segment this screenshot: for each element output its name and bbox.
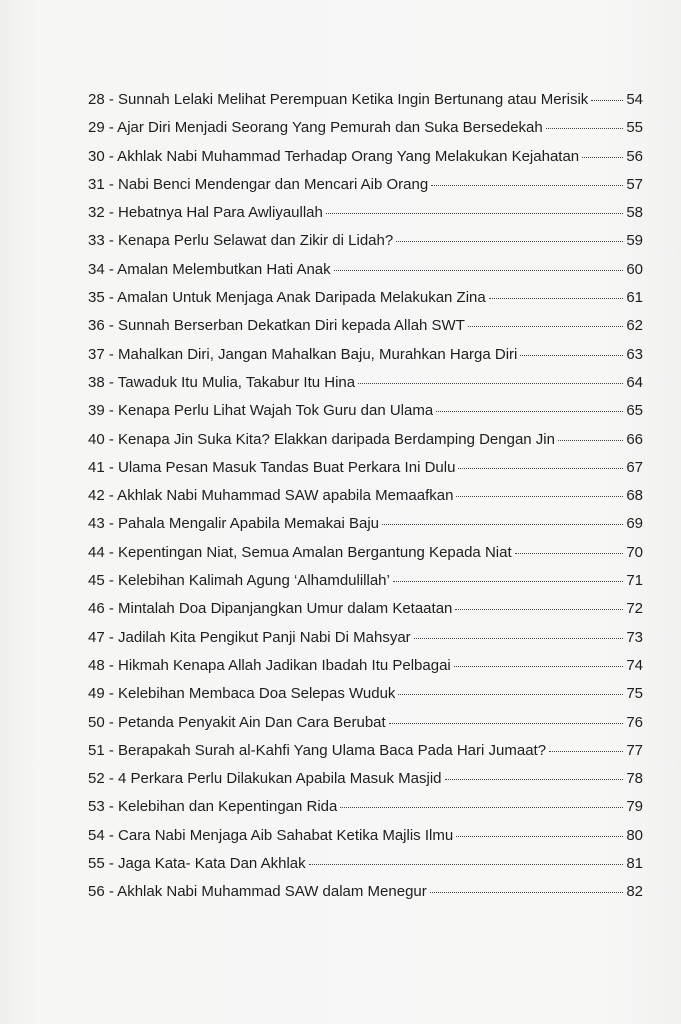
- toc-dot-leader: [431, 184, 623, 186]
- toc-dot-leader: [445, 778, 623, 780]
- toc-entry-page-number: 75: [626, 685, 643, 703]
- toc-entry-title: 44 - Kepentingan Niat, Semua Amalan Bergantung Kepada Niat: [88, 543, 512, 561]
- toc-dot-leader: [382, 523, 623, 525]
- toc-dot-leader: [326, 212, 623, 214]
- toc-entry-title: 34 - Amalan Melembutkan Hati Anak: [88, 260, 331, 278]
- toc-entry: [88, 341, 643, 369]
- toc-entry-title: 43 - Pahala Mengalir Apabila Memakai Baju: [88, 515, 379, 533]
- toc-entry-title: 46 - Mintalah Doa Dipanjangkan Umur dalam Ketaatan: [88, 600, 453, 618]
- toc-entry-title: 42 - Akhlak Nabi Muhammad SAW apabila Memaafkan: [88, 487, 454, 505]
- toc-entry-title: 37 - Mahalkan Diri, Jangan Mahalkan Baju, Murahkan Harga Diri: [88, 345, 518, 363]
- toc-entry-title: 35 - Amalan Untuk Menjaga Anak Daripada Melakukan Zina: [88, 289, 486, 307]
- toc-dot-leader: [334, 269, 623, 271]
- toc-entry-page-number: 64: [626, 373, 643, 391]
- toc-dot-leader: [396, 240, 623, 242]
- toc-entry-title: 33 - Kenapa Perlu Selawat dan Zikir di Lidah?: [88, 232, 394, 250]
- toc-entry-title: 53 - Kelebihan dan Kepentingan Rida: [88, 798, 338, 816]
- toc-entry-title: 32 - Hebatnya Hal Para Awliyaullah: [88, 204, 323, 222]
- toc-entry-title: 47 - Jadilah Kita Pengikut Panji Nabi Di Mahsyar: [88, 628, 411, 646]
- toc-entry-title: 40 - Kenapa Jin Suka Kita? Elakkan daripada Berdamping Dengan Jin: [88, 430, 555, 448]
- toc-dot-leader: [430, 891, 623, 893]
- toc-entry-page-number: 60: [626, 260, 643, 278]
- toc-entry-title: 50 - Petanda Penyakit Ain Dan Cara Berubat: [88, 713, 386, 731]
- toc-entry: [88, 765, 643, 793]
- toc-entry: [88, 86, 643, 114]
- toc-entry-title: 51 - Berapakah Surah al-Kahfi Yang Ulama Baca Pada Hari Jumaat?: [88, 741, 547, 759]
- toc-entry-title: 52 - 4 Perkara Perlu Dilakukan Apabila Masuk Masjid: [88, 770, 442, 788]
- toc-entry-title: 49 - Kelebihan Membaca Doa Selepas Wuduk: [88, 685, 396, 703]
- toc-dot-leader: [398, 693, 623, 695]
- toc-entry: [88, 227, 643, 255]
- toc-entry: [88, 737, 643, 765]
- toc-entry: [88, 539, 643, 567]
- toc-dot-leader: [591, 99, 623, 101]
- toc-dot-leader: [468, 325, 623, 327]
- toc-entry: [88, 567, 643, 595]
- toc-entry-page-number: 69: [626, 515, 643, 533]
- toc-entry: [88, 850, 643, 878]
- toc-entry: [88, 680, 643, 708]
- toc-entry-page-number: 77: [626, 741, 643, 759]
- toc-dot-leader: [520, 354, 623, 356]
- toc-dot-leader: [389, 722, 623, 724]
- toc-entry-title: 54 - Cara Nabi Menjaga Aib Sahabat Ketika Majlis Ilmu: [88, 826, 454, 844]
- toc-dot-leader: [546, 127, 623, 129]
- toc-dot-leader: [340, 806, 623, 808]
- toc-dot-leader: [515, 552, 623, 554]
- toc-entry: [88, 369, 643, 397]
- toc-entry-title: 28 - Sunnah Lelaki Melihat Perempuan Ketika Ingin Bertunang atau Merisik: [88, 91, 589, 108]
- toc-entry-title: 36 - Sunnah Berserban Dekatkan Diri kepada Allah SWT: [88, 317, 465, 335]
- toc-entry-page-number: 74: [626, 656, 643, 674]
- toc-dot-leader: [309, 863, 623, 865]
- toc-entry-title: 38 - Tawaduk Itu Mulia, Takabur Itu Hina: [88, 373, 356, 391]
- toc-entry: [88, 793, 643, 821]
- toc-entry-page-number: 79: [626, 798, 643, 816]
- toc-entry: [88, 624, 643, 652]
- toc-entry: [88, 256, 643, 284]
- toc-entry-page-number: 65: [626, 402, 643, 420]
- toc-entry: [88, 482, 643, 510]
- toc-entry-page-number: 67: [626, 458, 643, 476]
- toc-dot-leader: [458, 467, 623, 469]
- toc-entry: [88, 595, 643, 623]
- toc-entry: [88, 143, 643, 171]
- toc-entry: [88, 510, 643, 538]
- toc-entry-page-number: 78: [626, 770, 643, 788]
- toc-dot-leader: [558, 439, 623, 441]
- toc-entry-title: 55 - Jaga Kata- Kata Dan Akhlak: [88, 855, 306, 873]
- toc-dot-leader: [455, 608, 623, 610]
- toc-entry-page-number: 80: [626, 826, 643, 844]
- toc-entry-page-number: 57: [626, 175, 643, 193]
- toc-entry-title: 29 - Ajar Diri Menjadi Seorang Yang Pemurah dan Suka Bersedekah: [88, 119, 543, 137]
- toc-dot-leader: [393, 580, 623, 582]
- toc-entry-page-number: 72: [626, 600, 643, 618]
- toc-entry-page-number: 73: [626, 628, 643, 646]
- toc-dot-leader: [582, 156, 623, 158]
- toc-entry: [88, 652, 643, 680]
- toc-entry: [88, 199, 643, 227]
- toc-entry-page-number: 71: [626, 572, 643, 590]
- toc-entry: [88, 284, 643, 312]
- toc-entry-page-number: 58: [626, 204, 643, 222]
- toc-entry-page-number: 81: [626, 855, 643, 873]
- toc-entry-page-number: 62: [626, 317, 643, 335]
- toc-entry: [88, 171, 643, 199]
- toc-dot-leader: [489, 297, 623, 299]
- toc-entry-page-number: 55: [626, 119, 643, 137]
- toc-entry-page-number: 66: [626, 430, 643, 448]
- toc-dot-leader: [549, 750, 623, 752]
- toc-dot-leader: [456, 495, 623, 497]
- toc-entry: [88, 426, 643, 454]
- toc-entry: [88, 878, 643, 906]
- toc-entry-page-number: 59: [626, 232, 643, 250]
- toc-entry: [88, 822, 643, 850]
- table-of-contents: [88, 86, 643, 907]
- toc-dot-leader: [456, 835, 623, 837]
- toc-entry-page-number: 54: [626, 91, 643, 108]
- toc-entry-page-number: 56: [626, 147, 643, 165]
- toc-entry: [88, 114, 643, 142]
- toc-dot-leader: [414, 637, 623, 639]
- toc-entry: [88, 312, 643, 340]
- toc-dot-leader: [436, 410, 623, 412]
- toc-entry-page-number: 63: [626, 345, 643, 363]
- toc-entry: [88, 709, 643, 737]
- toc-entry: [88, 454, 643, 482]
- toc-entry-title: 39 - Kenapa Perlu Lihat Wajah Tok Guru dan Ulama: [88, 402, 434, 420]
- toc-entry-page-number: 82: [626, 883, 643, 901]
- toc-entry: [88, 397, 643, 425]
- toc-dot-leader: [358, 382, 623, 384]
- toc-entry-page-number: 70: [626, 543, 643, 561]
- toc-dot-leader: [454, 665, 623, 667]
- toc-entry-title: 31 - Nabi Benci Mendengar dan Mencari Aib Orang: [88, 175, 429, 193]
- toc-entry-page-number: 68: [626, 487, 643, 505]
- toc-entry-page-number: 61: [626, 289, 643, 307]
- toc-entry-title: 41 - Ulama Pesan Masuk Tandas Buat Perkara Ini Dulu: [88, 458, 456, 476]
- toc-entry-title: 56 - Akhlak Nabi Muhammad SAW dalam Menegur: [88, 883, 427, 901]
- toc-entry-title: 30 - Akhlak Nabi Muhammad Terhadap Orang Yang Melakukan Kejahatan: [88, 147, 580, 165]
- toc-entry-title: 48 - Hikmah Kenapa Allah Jadikan Ibadah Itu Pelbagai: [88, 656, 451, 674]
- toc-entry-title: 45 - Kelebihan Kalimah Agung ‘Alhamdulillah’: [88, 572, 390, 590]
- toc-entry-page-number: 76: [626, 713, 643, 731]
